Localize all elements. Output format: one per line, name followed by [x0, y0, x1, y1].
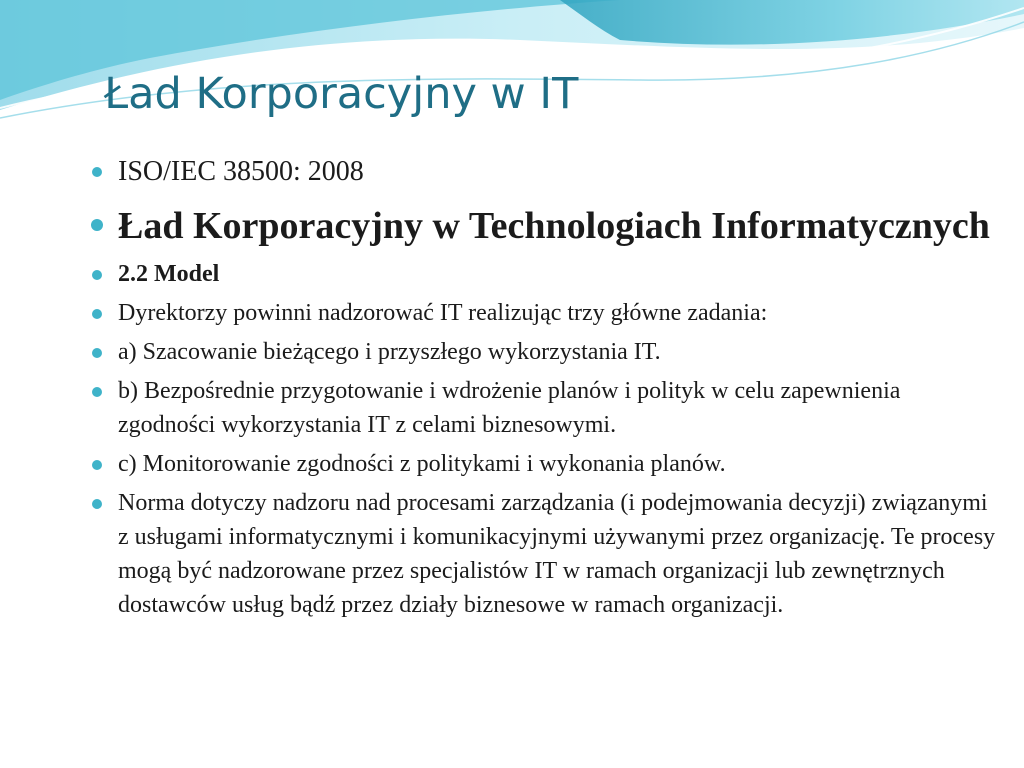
bullet-item-task-b	[90, 374, 1000, 442]
bullet-dot-icon	[92, 387, 102, 397]
bullet-item-heading	[90, 199, 1000, 253]
bullet-dot-icon	[92, 499, 102, 509]
bullet-text: b) Bezpośrednie przygotowanie i wdrożenie planów i polityk w celu zapewnienia zgodności wykorzystania IT z celami biznesowymi.	[118, 378, 901, 438]
bullet-list	[90, 150, 1000, 627]
bullet-dot-icon	[92, 270, 102, 280]
bullet-item-standard	[90, 150, 1000, 194]
bullet-text: 2.2 Model	[118, 261, 220, 287]
bullet-dot-icon	[91, 219, 103, 231]
bullet-text: ISO/IEC 38500: 2008	[118, 156, 364, 187]
bullet-text: Norma dotyczy nadzoru nad procesami zarządzania (i podejmowania decyzji) związanymi z usługami informatycznymi i komunikacyjnymi używanymi przez organizację. Te procesy mogą być nadzorowane przez specjalistów IT w ramach organizacji lub zewnętrznych dostawców usług bądź przez działy biznesowe w ramach organizacji.	[118, 490, 996, 618]
bullet-item-task-c	[90, 447, 1000, 481]
bullet-dot-icon	[92, 348, 102, 358]
bullet-item-model	[90, 257, 1000, 291]
bullet-text: a) Szacowanie bieżącego i przyszłego wykorzystania IT.	[118, 339, 661, 365]
bullet-text: c) Monitorowanie zgodności z politykami i wykonania planów.	[118, 451, 726, 477]
bullet-item-norm	[90, 486, 1000, 622]
bullet-item-task-a	[90, 335, 1000, 369]
bullet-dot-icon	[92, 309, 102, 319]
slide-title: Ład Korporacyjny w IT	[104, 69, 579, 119]
bullet-dot-icon	[92, 460, 102, 470]
bullet-text: Dyrektorzy powinni nadzorować IT realizując trzy główne zadania:	[118, 300, 768, 326]
bullet-text: Ład Korporacyjny w Technologiach Informatycznych	[118, 205, 990, 247]
bullet-dot-icon	[92, 167, 102, 177]
bullet-item-directors	[90, 296, 1000, 330]
